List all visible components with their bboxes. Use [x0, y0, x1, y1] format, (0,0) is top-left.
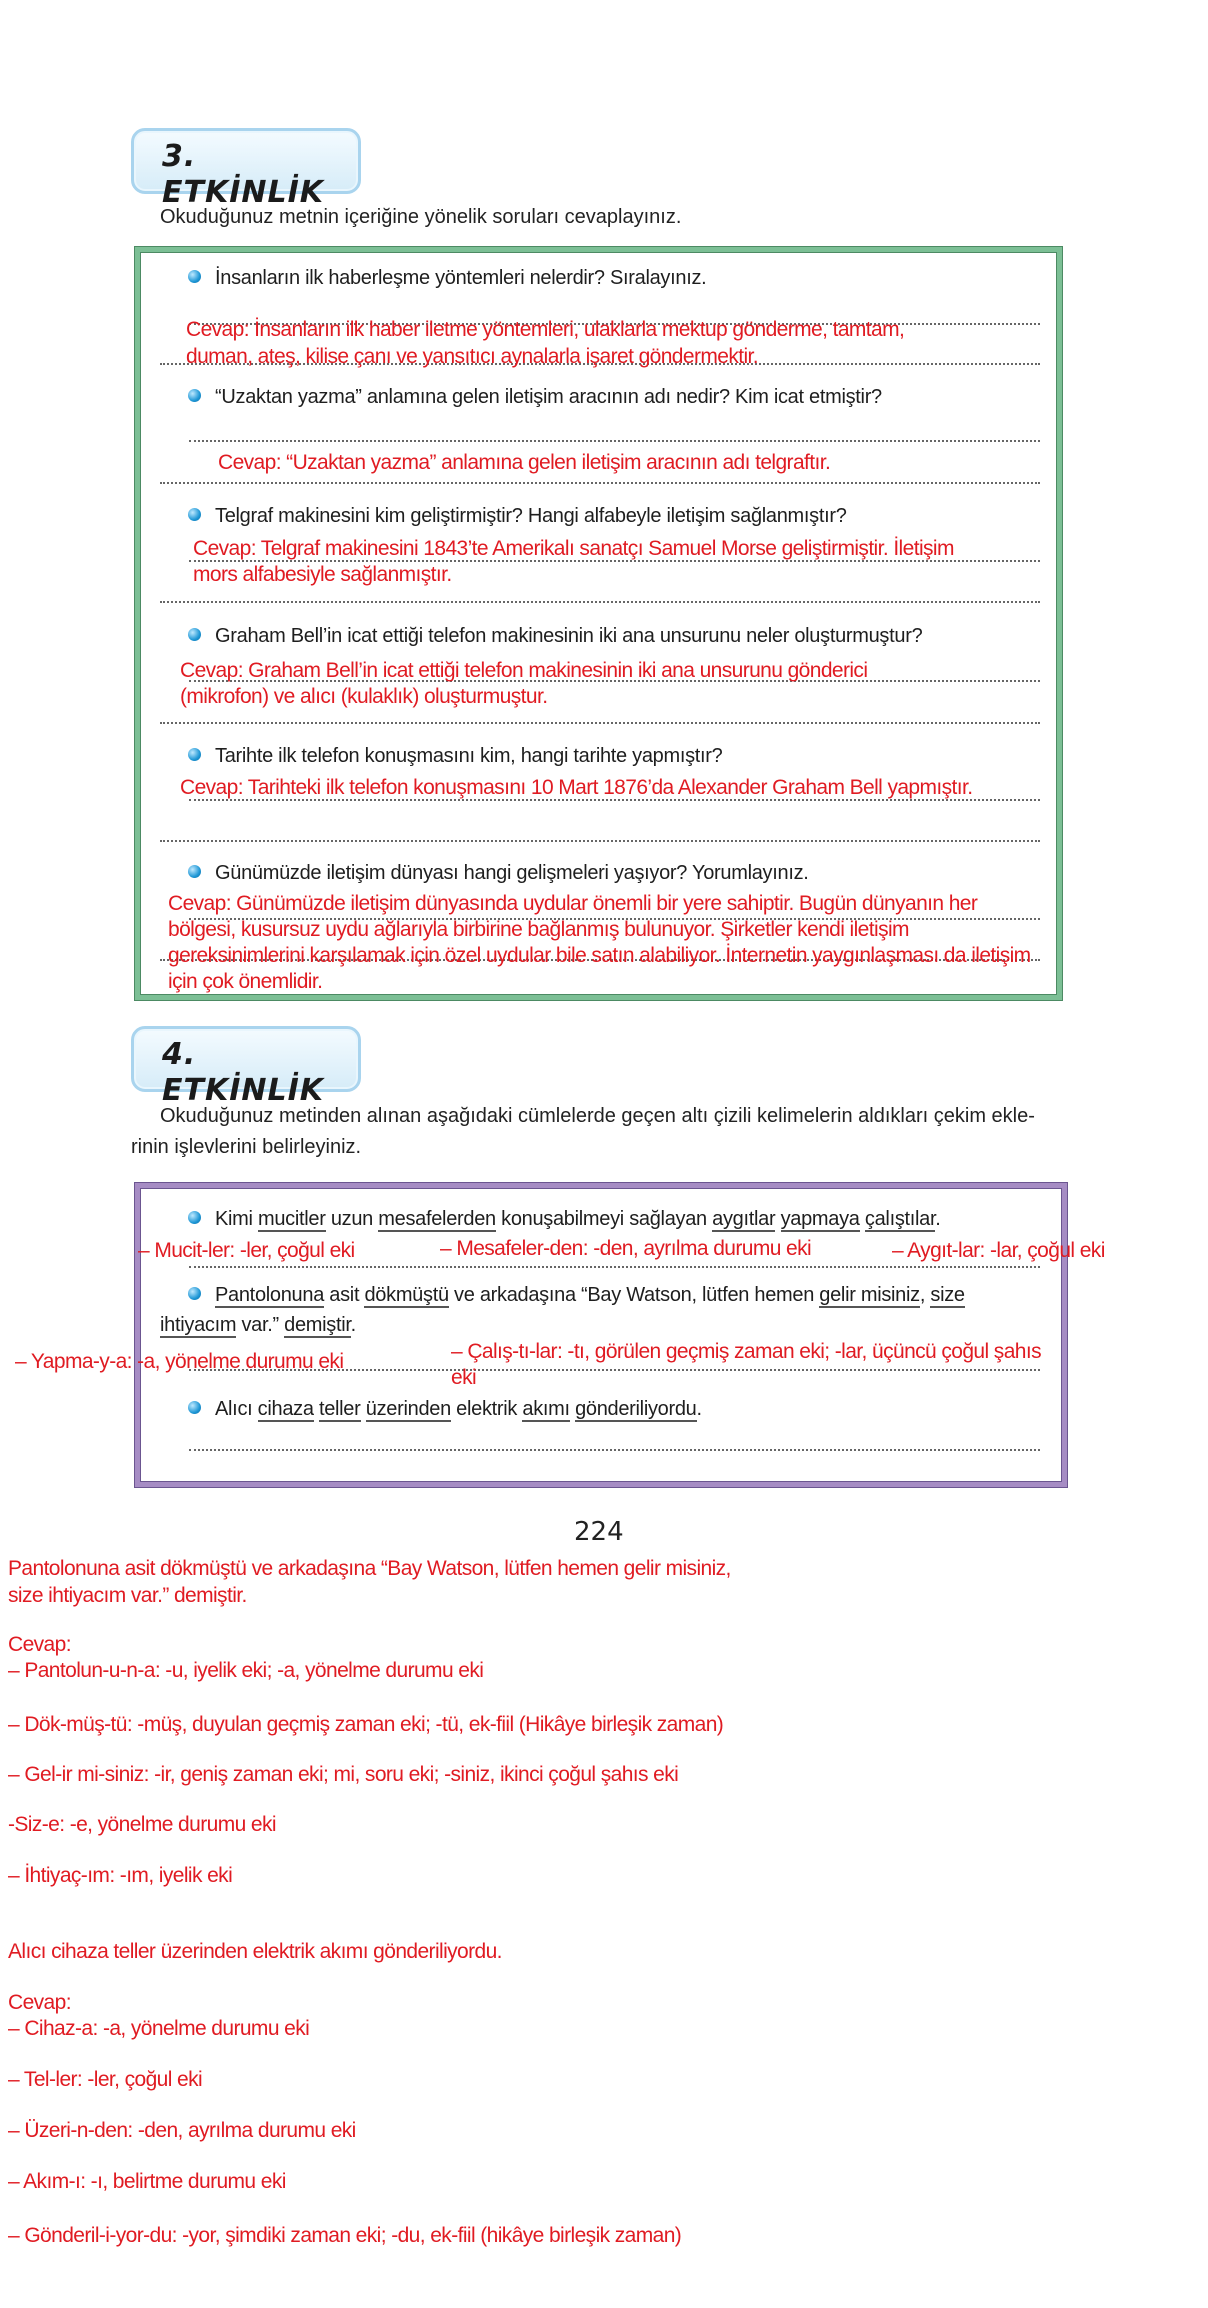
underlined-word: demiştir: [284, 1314, 351, 1336]
extra-answer-line: – İhtiyaç-ım: -ım, iyelik eki: [8, 1864, 233, 1887]
extra-answer-line: – Tel-ler: -ler, çoğul eki: [8, 2068, 203, 2091]
sentence-text: .: [350, 1314, 356, 1336]
sentence-2-cont: [160, 1314, 356, 1336]
answer-line: [160, 601, 1040, 603]
answer-text: Cevap: Graham Bell’in icat ettiği telefon makinesinin iki ana unsurunu gönderici: [180, 659, 868, 682]
answer-text: Cevap: Günümüzde iletişim dünyasında uydular önemli bir yere sahiptir. Bugün dünyanın her: [168, 892, 978, 915]
annotation-yapmaya: – Yapma-y-a: -a, yönelme durumu eki: [15, 1350, 344, 1373]
sentence-text: var.”: [236, 1314, 285, 1336]
underlined-word: akımı: [522, 1398, 570, 1420]
answer-text: Cevap: İnsanların ilk haber iletme yöntemleri, ulaklarla mektup gönderme, tamtam,: [186, 318, 905, 341]
sentence-text: uzun: [325, 1208, 379, 1230]
underlined-word: mesafelerden: [378, 1208, 496, 1230]
answer-text: için çok önemlidir.: [168, 970, 323, 993]
underlined-word: çalıştılar: [864, 1208, 936, 1230]
sentence-3: [188, 1398, 702, 1420]
extra-answer-line: Alıcı cihaza teller üzerinden elektrik akımı gönderiliyordu.: [8, 1940, 502, 1963]
answer-line: [189, 1449, 1040, 1451]
underlined-word: aygıtlar: [712, 1208, 776, 1230]
activity-4-instruction-line1: Okuduğunuz metinden alınan aşağıdaki cümlelerde geçen altı çizili kelimelerin aldıkları çekim ekle-: [160, 1105, 1035, 1127]
sentence-text: .: [696, 1398, 702, 1420]
answer-text: mors alfabesiyle sağlanmıştır.: [193, 563, 452, 586]
sentence-1: [188, 1208, 941, 1230]
answer-text: bölgesi, kusursuz uydu ağlarıyla birbirine bağlanmış bulunuyor. Şirketler kendi iletişim: [168, 918, 909, 941]
answer-line: [160, 722, 1040, 724]
underlined-word: ihtiyacım: [160, 1314, 237, 1336]
bullet-icon: [188, 1211, 201, 1224]
answer-line: [189, 1266, 1040, 1268]
activity-4-title: 4. ETKİNLİK: [162, 1037, 324, 1108]
underlined-word: yapmaya: [780, 1208, 860, 1230]
answer-line: [189, 440, 1040, 442]
answer-text: Cevap: “Uzaktan yazma” anlamına gelen iletişim aracının adı telgraftır.: [218, 451, 831, 474]
extra-answer-line: – Gönderil-i-yor-du: -yor, şimdiki zaman eki; -du, ek-fiil (hikâye birleşik zaman): [8, 2224, 682, 2247]
extra-answer-line: size ihtiyacım var.” demiştir.: [8, 1584, 247, 1607]
activity-4-instruction-line2: rinin işlevlerini belirleyiniz.: [131, 1136, 362, 1158]
bullet-icon: [188, 748, 201, 761]
question-text: Telgraf makinesini kim geliştirmiştir? Hangi alfabeyle iletişim sağlanmıştır?: [215, 505, 847, 527]
activity-3-instruction: Okuduğunuz metnin içeriğine yönelik soruları cevaplayınız.: [160, 206, 682, 228]
underlined-word: gönderiliyordu: [575, 1398, 697, 1420]
sentence-2: [188, 1284, 965, 1306]
sentence-text: .: [935, 1208, 941, 1230]
extra-answer-line: – Cihaz-a: -a, yönelme durumu eki: [8, 2017, 310, 2040]
sentence-text: elektrik: [450, 1398, 523, 1420]
extra-answer-line: -Siz-e: -e, yönelme durumu eki: [8, 1813, 276, 1836]
underlined-word: üzerinden: [365, 1398, 451, 1420]
sentence-text: konuşabilmeyi sağlayan: [495, 1208, 713, 1230]
sentence-text: Kimi: [215, 1208, 258, 1230]
extra-answer-line: – Gel-ir mi-siniz: -ir, geniş zaman eki; mi, soru eki; -siniz, ikinci çoğul şahıs eki: [8, 1763, 679, 1786]
annotation-aygitlar: – Aygıt-lar: -lar, çoğul eki: [892, 1239, 1105, 1262]
annotation-mesafelerden: – Mesafeler-den: -den, ayrılma durumu eki: [440, 1237, 812, 1260]
bullet-icon: [188, 1401, 201, 1414]
extra-answer-line: – Pantolun-u-n-a: -u, iyelik eki; -a, yönelme durumu eki: [8, 1659, 484, 1682]
sentence-text: [361, 1398, 366, 1420]
question-3: [188, 505, 847, 527]
bullet-icon: [188, 1287, 201, 1300]
underlined-word: dökmüştü: [364, 1284, 449, 1306]
sentence-text: [775, 1208, 780, 1230]
bullet-icon: [188, 508, 201, 521]
extra-answer-line: – Akım-ı: -ı, belirtme durumu eki: [8, 2170, 286, 2193]
question-text: Graham Bell’in icat ettiği telefon makinesinin iki ana unsurunu neler oluşturmuştur?: [215, 625, 923, 647]
sentence-text: asit: [324, 1284, 365, 1306]
extra-answer-line: – Üzeri-n-den: -den, ayrılma durumu eki: [8, 2119, 356, 2142]
question-text: Tarihte ilk telefon konuşmasını kim, hangi tarihte yapmıştır?: [215, 745, 723, 767]
bullet-icon: [188, 270, 201, 283]
activity-4-badge: [131, 1026, 361, 1108]
annotation-calistilar-cont: eki: [451, 1366, 477, 1389]
sentence-text: ,: [919, 1284, 931, 1306]
question-1: [188, 267, 706, 289]
underlined-word: size: [930, 1284, 965, 1306]
page-number: 224: [574, 1517, 624, 1547]
underlined-word: cihaza: [257, 1398, 314, 1420]
extra-answer-line: Pantolonuna asit dökmüştü ve arkadaşına “Bay Watson, lütfen hemen gelir misiniz,: [8, 1557, 731, 1580]
activity-3-badge: [131, 128, 361, 210]
question-6: [188, 862, 809, 884]
question-text: “Uzaktan yazma” anlamına gelen iletişim aracının adı nedir? Kim icat etmiştir?: [215, 386, 882, 408]
annotation-calistilar: – Çalış-tı-lar: -tı, görülen geçmiş zaman eki; -lar, üçüncü çoğul şahıs: [451, 1340, 1041, 1363]
question-text: İnsanların ilk haberleşme yöntemleri nelerdir? Sıralayınız.: [215, 267, 707, 289]
question-2: [188, 386, 882, 408]
bullet-icon: [188, 389, 201, 402]
activity-3-title: 3. ETKİNLİK: [162, 139, 324, 210]
sentence-text: Alıcı: [215, 1398, 258, 1420]
bullet-icon: [188, 628, 201, 641]
answer-text: Cevap: Tarihteki ilk telefon konuşmasını 10 Mart 1876’da Alexander Graham Bell yapmıştır.: [180, 776, 973, 799]
answer-text: Cevap: Telgraf makinesini 1843’te Amerikalı sanatçı Samuel Morse geliştirmiştir. İletişim: [193, 537, 954, 560]
answer-line: [160, 840, 1040, 842]
answer-line: [160, 482, 1040, 484]
annotation-mucitler: – Mucit-ler: -ler, çoğul eki: [138, 1239, 355, 1262]
sentence-text: ve arkadaşına “Bay Watson, lütfen hemen: [448, 1284, 820, 1306]
extra-answer-line: Cevap:: [8, 1633, 71, 1656]
bullet-icon: [188, 865, 201, 878]
answer-text: (mikrofon) ve alıcı (kulaklık) oluşturmuştur.: [180, 685, 548, 708]
underlined-word: mucitler: [257, 1208, 326, 1230]
answer-text: gereksinimlerini karşılamak için özel uydular bile satın alabiliyor. İnternetin yaygınlaşması da iletişim: [168, 944, 1031, 967]
underlined-word: gelir misiniz: [819, 1284, 920, 1306]
question-4: [188, 625, 922, 647]
question-text: Günümüzde iletişim dünyası hangi gelişmeleri yaşıyor? Yorumlayınız.: [215, 862, 809, 884]
answer-text: duman, ateş, kilise çanı ve yansıtıcı aynalarla işaret göndermektir.: [186, 345, 758, 368]
underlined-word: Pantolonuna: [215, 1284, 325, 1306]
underlined-word: teller: [318, 1398, 361, 1420]
question-5: [188, 745, 723, 767]
extra-answer-line: – Dök-müş-tü: -müş, duyulan geçmiş zaman eki; -tü, ek-fiil (Hikâye birleşik zaman): [8, 1713, 724, 1736]
extra-answer-line: Cevap:: [8, 1991, 71, 2014]
